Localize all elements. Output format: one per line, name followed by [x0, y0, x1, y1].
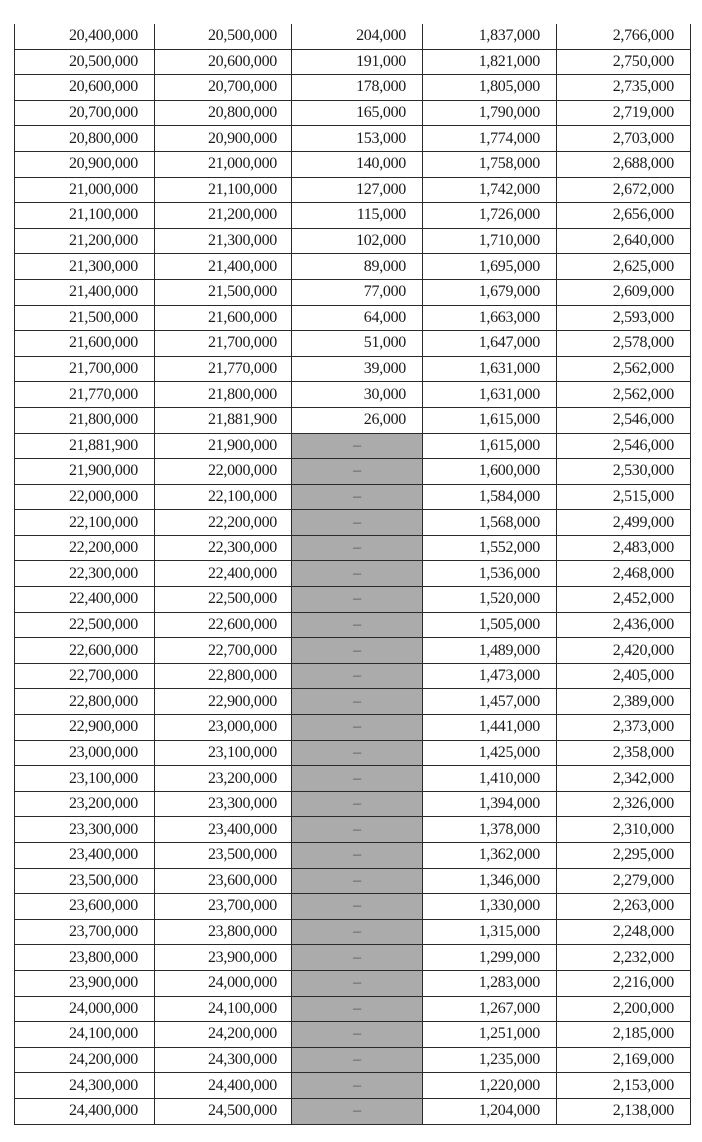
table-cell-col4: 1,330,000 [423, 894, 557, 920]
table-cell-col1: 20,400,000 [15, 24, 155, 49]
table-cell-col3: 77,000 [292, 279, 423, 305]
table-cell-col2: 21,770,000 [155, 356, 292, 382]
table-cell-col1: 21,700,000 [15, 356, 155, 382]
table-cell-col1: 23,300,000 [15, 817, 155, 843]
table-cell-col5: 2,389,000 [557, 689, 691, 715]
table-cell-col4: 1,600,000 [423, 459, 557, 485]
table-page [14, 24, 690, 1125]
table-cell-col2: 20,900,000 [155, 126, 292, 152]
table-row [15, 49, 691, 75]
table-cell-col4: 1,362,000 [423, 843, 557, 869]
table-row [15, 894, 691, 920]
table-cell-col2: 22,700,000 [155, 638, 292, 664]
table-cell-col1: 20,600,000 [15, 75, 155, 101]
table-cell-col2: 23,600,000 [155, 868, 292, 894]
table-cell-col2: 20,800,000 [155, 100, 292, 126]
table-cell-col4: 1,378,000 [423, 817, 557, 843]
table-cell-col1: 20,500,000 [15, 49, 155, 75]
table-cell-col2: 24,300,000 [155, 1047, 292, 1073]
table-cell-col4: 1,837,000 [423, 24, 557, 49]
table-cell-col5: 2,200,000 [557, 996, 691, 1022]
table-cell-col3: – [292, 817, 423, 843]
table-cell-col2: 23,000,000 [155, 715, 292, 741]
table-cell-col5: 2,593,000 [557, 305, 691, 331]
table-cell-col5: 2,342,000 [557, 766, 691, 792]
table-cell-col1: 22,600,000 [15, 638, 155, 664]
table-cell-col4: 1,473,000 [423, 663, 557, 689]
table-cell-col1: 24,100,000 [15, 1022, 155, 1048]
table-cell-col1: 23,600,000 [15, 894, 155, 920]
table-cell-col2: 24,400,000 [155, 1073, 292, 1099]
table-cell-col2: 21,400,000 [155, 254, 292, 280]
table-cell-col5: 2,420,000 [557, 638, 691, 664]
table-cell-col3: – [292, 996, 423, 1022]
table-row [15, 254, 691, 280]
table-cell-col1: 21,100,000 [15, 203, 155, 229]
table-cell-col2: 21,900,000 [155, 433, 292, 459]
table-cell-col5: 2,216,000 [557, 970, 691, 996]
table-cell-col2: 23,500,000 [155, 843, 292, 869]
table-row [15, 228, 691, 254]
table-cell-col4: 1,204,000 [423, 1098, 557, 1124]
table-cell-col4: 1,742,000 [423, 177, 557, 203]
table-cell-col4: 1,425,000 [423, 740, 557, 766]
table-cell-col1: 22,900,000 [15, 715, 155, 741]
table-cell-col1: 23,900,000 [15, 970, 155, 996]
table-cell-col5: 2,578,000 [557, 331, 691, 357]
table-cell-col4: 1,805,000 [423, 75, 557, 101]
table-cell-col4: 1,647,000 [423, 331, 557, 357]
table-row [15, 484, 691, 510]
table-cell-col1: 20,700,000 [15, 100, 155, 126]
table-cell-col1: 24,200,000 [15, 1047, 155, 1073]
table-cell-col4: 1,758,000 [423, 151, 557, 177]
table-cell-col4: 1,489,000 [423, 638, 557, 664]
table-cell-col5: 2,232,000 [557, 945, 691, 971]
rate-table-body [15, 24, 691, 1124]
table-cell-col5: 2,703,000 [557, 126, 691, 152]
table-cell-col5: 2,405,000 [557, 663, 691, 689]
table-cell-col3: – [292, 970, 423, 996]
table-cell-col1: 21,200,000 [15, 228, 155, 254]
table-row [15, 331, 691, 357]
table-cell-col1: 23,200,000 [15, 791, 155, 817]
table-cell-col3: 26,000 [292, 407, 423, 433]
table-cell-col3: – [292, 894, 423, 920]
table-cell-col2: 23,900,000 [155, 945, 292, 971]
table-cell-col3: – [292, 484, 423, 510]
table-cell-col1: 24,000,000 [15, 996, 155, 1022]
rate-table [14, 24, 691, 1125]
table-cell-col1: 24,300,000 [15, 1073, 155, 1099]
table-cell-col2: 22,100,000 [155, 484, 292, 510]
table-cell-col5: 2,750,000 [557, 49, 691, 75]
table-cell-col2: 23,300,000 [155, 791, 292, 817]
table-row [15, 1098, 691, 1124]
table-row [15, 1022, 691, 1048]
table-cell-col5: 2,515,000 [557, 484, 691, 510]
table-cell-col1: 21,800,000 [15, 407, 155, 433]
table-cell-col1: 22,700,000 [15, 663, 155, 689]
table-cell-col3: – [292, 766, 423, 792]
table-cell-col3: 165,000 [292, 100, 423, 126]
table-cell-col5: 2,452,000 [557, 587, 691, 613]
table-cell-col5: 2,279,000 [557, 868, 691, 894]
table-row [15, 459, 691, 485]
table-cell-col4: 1,410,000 [423, 766, 557, 792]
table-row [15, 919, 691, 945]
table-row [15, 791, 691, 817]
table-cell-col5: 2,546,000 [557, 433, 691, 459]
table-cell-col1: 23,500,000 [15, 868, 155, 894]
table-row [15, 638, 691, 664]
table-cell-col5: 2,358,000 [557, 740, 691, 766]
table-cell-col4: 1,584,000 [423, 484, 557, 510]
table-cell-col1: 23,400,000 [15, 843, 155, 869]
table-cell-col3: 115,000 [292, 203, 423, 229]
table-cell-col1: 22,100,000 [15, 510, 155, 536]
table-cell-col4: 1,457,000 [423, 689, 557, 715]
table-cell-col1: 24,400,000 [15, 1098, 155, 1124]
table-row [15, 1047, 691, 1073]
table-cell-col1: 21,300,000 [15, 254, 155, 280]
table-cell-col5: 2,185,000 [557, 1022, 691, 1048]
table-cell-col3: – [292, 689, 423, 715]
table-cell-col4: 1,299,000 [423, 945, 557, 971]
table-cell-col4: 1,315,000 [423, 919, 557, 945]
table-cell-col3: – [292, 587, 423, 613]
table-cell-col5: 2,625,000 [557, 254, 691, 280]
table-cell-col1: 23,700,000 [15, 919, 155, 945]
table-cell-col3: 30,000 [292, 382, 423, 408]
table-row [15, 151, 691, 177]
table-cell-col3: 140,000 [292, 151, 423, 177]
table-cell-col4: 1,631,000 [423, 382, 557, 408]
table-row [15, 75, 691, 101]
table-cell-col5: 2,295,000 [557, 843, 691, 869]
table-cell-col2: 22,900,000 [155, 689, 292, 715]
table-cell-col3: – [292, 535, 423, 561]
table-row [15, 535, 691, 561]
table-cell-col2: 21,881,900 [155, 407, 292, 433]
table-cell-col1: 21,400,000 [15, 279, 155, 305]
table-cell-col2: 22,400,000 [155, 561, 292, 587]
table-row [15, 740, 691, 766]
table-cell-col5: 2,640,000 [557, 228, 691, 254]
table-cell-col2: 21,800,000 [155, 382, 292, 408]
table-cell-col4: 1,710,000 [423, 228, 557, 254]
table-cell-col1: 23,000,000 [15, 740, 155, 766]
table-cell-col1: 22,500,000 [15, 612, 155, 638]
table-cell-col3: 51,000 [292, 331, 423, 357]
table-cell-col2: 21,000,000 [155, 151, 292, 177]
table-cell-col4: 1,631,000 [423, 356, 557, 382]
table-row [15, 100, 691, 126]
table-cell-col2: 23,200,000 [155, 766, 292, 792]
table-cell-col1: 21,881,900 [15, 433, 155, 459]
table-row [15, 177, 691, 203]
table-cell-col2: 22,800,000 [155, 663, 292, 689]
table-cell-col3: – [292, 791, 423, 817]
table-cell-col3: – [292, 740, 423, 766]
table-cell-col5: 2,138,000 [557, 1098, 691, 1124]
table-cell-col3: 204,000 [292, 24, 423, 49]
table-cell-col3: 102,000 [292, 228, 423, 254]
table-cell-col5: 2,735,000 [557, 75, 691, 101]
table-cell-col5: 2,169,000 [557, 1047, 691, 1073]
table-row [15, 663, 691, 689]
table-cell-col4: 1,726,000 [423, 203, 557, 229]
table-cell-col3: 89,000 [292, 254, 423, 280]
table-row [15, 279, 691, 305]
table-cell-col3: – [292, 843, 423, 869]
table-cell-col5: 2,436,000 [557, 612, 691, 638]
table-cell-col5: 2,546,000 [557, 407, 691, 433]
table-cell-col5: 2,499,000 [557, 510, 691, 536]
table-cell-col4: 1,394,000 [423, 791, 557, 817]
table-row [15, 970, 691, 996]
table-cell-col5: 2,672,000 [557, 177, 691, 203]
table-cell-col4: 1,679,000 [423, 279, 557, 305]
table-row [15, 843, 691, 869]
table-cell-col3: – [292, 459, 423, 485]
table-cell-col5: 2,326,000 [557, 791, 691, 817]
table-cell-col4: 1,568,000 [423, 510, 557, 536]
table-cell-col5: 2,248,000 [557, 919, 691, 945]
table-row [15, 407, 691, 433]
table-cell-col1: 23,800,000 [15, 945, 155, 971]
table-cell-col3: 39,000 [292, 356, 423, 382]
table-cell-col2: 23,100,000 [155, 740, 292, 766]
table-cell-col3: 127,000 [292, 177, 423, 203]
table-cell-col2: 22,600,000 [155, 612, 292, 638]
table-cell-col4: 1,552,000 [423, 535, 557, 561]
table-cell-col4: 1,821,000 [423, 49, 557, 75]
table-cell-col5: 2,656,000 [557, 203, 691, 229]
table-cell-col1: 21,000,000 [15, 177, 155, 203]
table-cell-col4: 1,520,000 [423, 587, 557, 613]
table-row [15, 868, 691, 894]
table-cell-col5: 2,373,000 [557, 715, 691, 741]
table-cell-col3: – [292, 663, 423, 689]
table-cell-col5: 2,530,000 [557, 459, 691, 485]
table-cell-col4: 1,251,000 [423, 1022, 557, 1048]
table-cell-col4: 1,283,000 [423, 970, 557, 996]
table-cell-col2: 20,500,000 [155, 24, 292, 49]
table-cell-col5: 2,153,000 [557, 1073, 691, 1099]
table-cell-col3: – [292, 1073, 423, 1099]
table-row [15, 24, 691, 49]
table-cell-col5: 2,468,000 [557, 561, 691, 587]
table-cell-col3: – [292, 612, 423, 638]
table-cell-col4: 1,505,000 [423, 612, 557, 638]
table-cell-col1: 22,200,000 [15, 535, 155, 561]
table-cell-col2: 23,400,000 [155, 817, 292, 843]
table-cell-col3: – [292, 638, 423, 664]
table-cell-col3: 64,000 [292, 305, 423, 331]
table-row [15, 587, 691, 613]
table-cell-col3: 153,000 [292, 126, 423, 152]
table-cell-col3: 178,000 [292, 75, 423, 101]
table-cell-col2: 20,700,000 [155, 75, 292, 101]
table-cell-col1: 22,800,000 [15, 689, 155, 715]
table-cell-col5: 2,609,000 [557, 279, 691, 305]
table-cell-col4: 1,235,000 [423, 1047, 557, 1073]
table-cell-col4: 1,220,000 [423, 1073, 557, 1099]
table-cell-col4: 1,615,000 [423, 407, 557, 433]
table-row [15, 996, 691, 1022]
table-cell-col4: 1,441,000 [423, 715, 557, 741]
table-row [15, 766, 691, 792]
table-cell-col1: 22,300,000 [15, 561, 155, 587]
table-row [15, 612, 691, 638]
table-cell-col2: 24,100,000 [155, 996, 292, 1022]
table-cell-col3: – [292, 1022, 423, 1048]
table-row [15, 689, 691, 715]
table-cell-col3: 191,000 [292, 49, 423, 75]
table-cell-col4: 1,774,000 [423, 126, 557, 152]
table-cell-col5: 2,562,000 [557, 356, 691, 382]
table-row [15, 203, 691, 229]
table-row [15, 126, 691, 152]
table-cell-col5: 2,263,000 [557, 894, 691, 920]
table-cell-col2: 21,300,000 [155, 228, 292, 254]
table-row [15, 356, 691, 382]
table-cell-col2: 21,500,000 [155, 279, 292, 305]
table-cell-col3: – [292, 1047, 423, 1073]
table-row [15, 1073, 691, 1099]
table-row [15, 817, 691, 843]
table-cell-col2: 21,700,000 [155, 331, 292, 357]
table-cell-col1: 21,500,000 [15, 305, 155, 331]
table-cell-col5: 2,766,000 [557, 24, 691, 49]
table-cell-col1: 20,800,000 [15, 126, 155, 152]
table-cell-col2: 20,600,000 [155, 49, 292, 75]
table-cell-col4: 1,695,000 [423, 254, 557, 280]
table-row [15, 945, 691, 971]
table-row [15, 433, 691, 459]
table-cell-col3: – [292, 919, 423, 945]
table-cell-col2: 23,700,000 [155, 894, 292, 920]
table-cell-col5: 2,719,000 [557, 100, 691, 126]
table-cell-col3: – [292, 945, 423, 971]
table-cell-col2: 21,100,000 [155, 177, 292, 203]
table-cell-col2: 22,300,000 [155, 535, 292, 561]
table-cell-col3: – [292, 715, 423, 741]
table-cell-col4: 1,346,000 [423, 868, 557, 894]
table-cell-col2: 23,800,000 [155, 919, 292, 945]
table-cell-col1: 20,900,000 [15, 151, 155, 177]
table-cell-col4: 1,790,000 [423, 100, 557, 126]
table-cell-col1: 21,770,000 [15, 382, 155, 408]
table-cell-col3: – [292, 510, 423, 536]
table-row [15, 382, 691, 408]
table-cell-col3: – [292, 1098, 423, 1124]
table-cell-col4: 1,663,000 [423, 305, 557, 331]
table-cell-col2: 22,200,000 [155, 510, 292, 536]
table-cell-col5: 2,310,000 [557, 817, 691, 843]
table-cell-col2: 24,200,000 [155, 1022, 292, 1048]
table-row [15, 510, 691, 536]
table-cell-col4: 1,615,000 [423, 433, 557, 459]
table-cell-col3: – [292, 433, 423, 459]
table-cell-col1: 23,100,000 [15, 766, 155, 792]
table-cell-col1: 22,000,000 [15, 484, 155, 510]
table-cell-col5: 2,562,000 [557, 382, 691, 408]
table-cell-col4: 1,267,000 [423, 996, 557, 1022]
table-cell-col2: 21,200,000 [155, 203, 292, 229]
table-cell-col1: 21,900,000 [15, 459, 155, 485]
table-cell-col2: 24,000,000 [155, 970, 292, 996]
table-cell-col2: 24,500,000 [155, 1098, 292, 1124]
table-cell-col3: – [292, 561, 423, 587]
table-cell-col1: 22,400,000 [15, 587, 155, 613]
table-row [15, 715, 691, 741]
table-cell-col1: 21,600,000 [15, 331, 155, 357]
table-cell-col5: 2,688,000 [557, 151, 691, 177]
table-cell-col2: 21,600,000 [155, 305, 292, 331]
table-cell-col5: 2,483,000 [557, 535, 691, 561]
table-cell-col2: 22,000,000 [155, 459, 292, 485]
table-row [15, 561, 691, 587]
table-cell-col3: – [292, 868, 423, 894]
table-cell-col2: 22,500,000 [155, 587, 292, 613]
table-cell-col4: 1,536,000 [423, 561, 557, 587]
table-row [15, 305, 691, 331]
